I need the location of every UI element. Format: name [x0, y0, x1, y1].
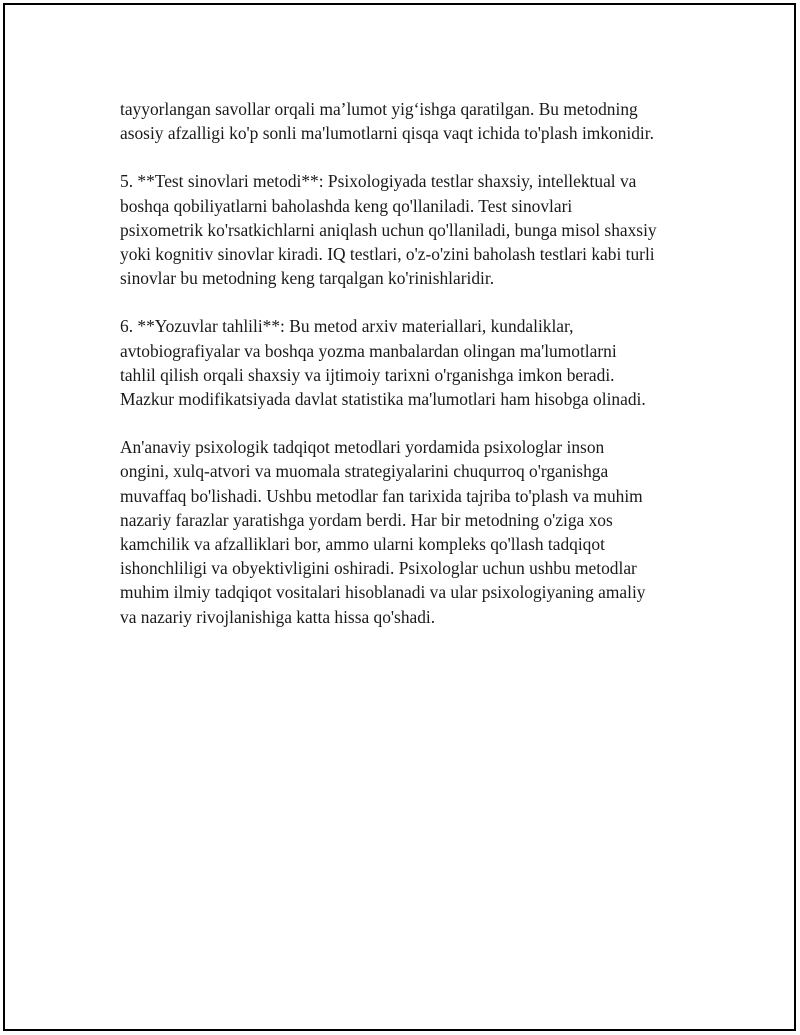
text-line: kamchilik va afzalliklari bor, ammo ularni kompleks qo'llash tadqiqot: [120, 534, 605, 555]
paragraph-records-analysis: [120, 314, 700, 411]
text-line: yoki kognitiv sinovlar kiradi. IQ testlari, o'z-o'zini baholash testlari kabi turli: [120, 244, 655, 265]
text-line: tahlil qilish orqali shaxsiy va ijtimoiy tarixni o'rganishga imkon beradi.: [120, 364, 615, 385]
paragraph-test-method: [120, 169, 700, 290]
text-line: nazariy farazlar yaratishga yordam berdi. Har bir metodning o'ziga xos: [120, 509, 613, 530]
text-line: ongini, xulq-atvori va muomala strategiyalarini chuqurroq o'rganishga: [120, 461, 609, 482]
text-line: avtobiografiyalar va boshqa yozma manbalardan olingan ma'lumotlarni: [120, 340, 617, 361]
text-line: va nazariy rivojlanishiga katta hissa qo'shadi.: [120, 606, 436, 627]
paragraph-questionnaire-continued: [120, 97, 700, 145]
document-page: [3, 3, 796, 1031]
text-line: muhim ilmiy tadqiqot vositalari hisoblanadi va ular psixologiyaning amaliy: [120, 582, 646, 603]
text-line: An'anaviy psixologik tadqiqot metodlari yordamida psixologlar inson: [120, 437, 605, 458]
text-line: Mazkur modifikatsiyada davlat statistika ma'lumotlari ham hisobga olinadi.: [120, 389, 646, 410]
text-line: 5. **Test sinovlari metodi**: Psixologiyada testlar shaxsiy, intellektual va: [120, 171, 637, 192]
text-line: 6. **Yozuvlar tahlili**: Bu metod arxiv materiallari, kundaliklar,: [120, 316, 574, 337]
text-line: psixometrik ko'rsatkichlarni aniqlash uchun qo'llaniladi, bunga misol shaxsiy: [120, 219, 657, 240]
text-line: asosiy afzalligi ko'p sonli ma'lumotlarni qisqa vaqt ichida to'plash imkonidir.: [120, 123, 654, 144]
text-line: muvaffaq bo'lishadi. Ushbu metodlar fan tarixida tajriba to'plash va muhim: [120, 485, 643, 506]
document-body: [120, 97, 700, 653]
paragraph-conclusion: [120, 435, 700, 629]
text-line: ishonchliligi va obyektivligini oshiradi. Psixologlar uchun ushbu metodlar: [120, 558, 637, 579]
text-line: boshqa qobiliyatlarni baholashda keng qo'llaniladi. Test sinovlari: [120, 195, 573, 216]
text-line: tayyorlangan savollar orqali ma’lumot yig‘ishga qaratilgan. Bu metodning: [120, 99, 638, 119]
text-line: sinovlar bu metodning keng tarqalgan ko'rinishlaridir.: [120, 268, 495, 289]
